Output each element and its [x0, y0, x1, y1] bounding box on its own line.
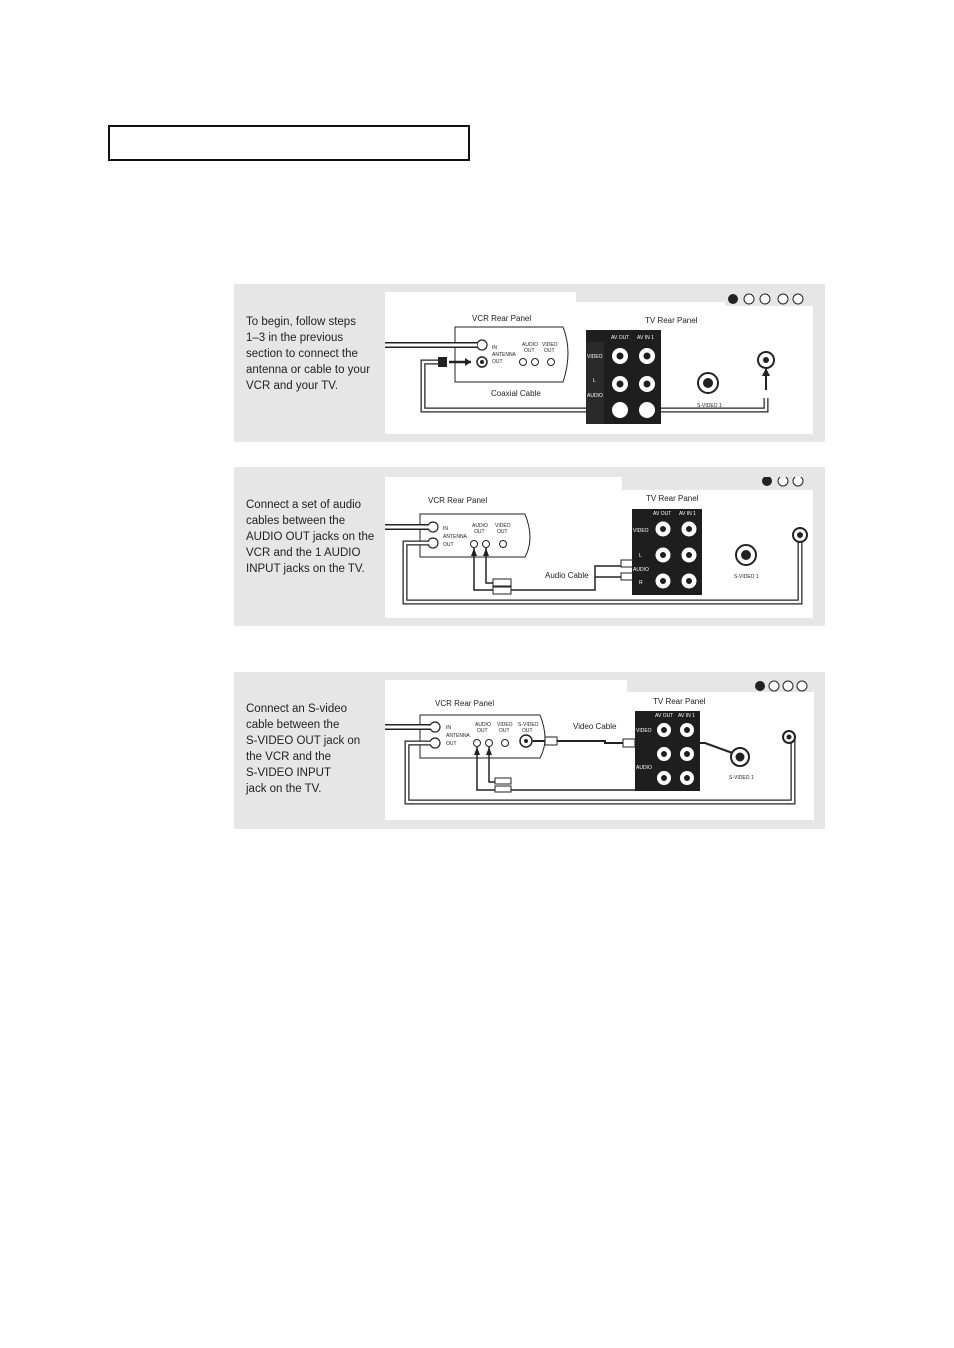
step-indicator-icons: [757, 477, 813, 489]
video-cable-label: Video Cable: [573, 722, 617, 731]
step-3-text: [246, 701, 360, 797]
step-2-line-1: Connect a set of audio: [246, 499, 362, 511]
step-indicator-icons: [751, 680, 814, 692]
tv-av-in-label: AV IN 1: [637, 335, 654, 341]
tv-svideo-label: S-VIDEO 1: [734, 574, 759, 580]
vcr-out-label: OUT: [443, 542, 454, 548]
tv-video-label: VIDEO: [636, 728, 652, 734]
vcr-video-label: VIDEO: [495, 523, 511, 529]
vcr-video-out-label: OUT: [544, 348, 555, 354]
step-2-diagram: [385, 477, 813, 618]
vcr-audio-out-label: OUT: [474, 529, 485, 535]
tv-l-label: L: [593, 378, 596, 384]
vcr-video-jack: [500, 541, 507, 548]
step-3-line-6: jack on the TV.: [246, 783, 322, 795]
tv-video-label: VIDEO: [633, 528, 649, 534]
vcr-in-label: IN: [492, 345, 497, 351]
vcr-panel-label: VCR Rear Panel: [472, 314, 532, 323]
tv-audio-label: AUDIO: [633, 567, 649, 573]
tv-av-out-label: AV OUT: [611, 335, 630, 341]
tv-panel-label: TV Rear Panel: [653, 697, 706, 706]
audio-cable-label: Audio Cable: [545, 571, 589, 580]
vcr-audio-r-jack: [532, 359, 539, 366]
coaxial-cable-label: Coaxial Cable: [491, 389, 541, 398]
vcr-svideo-label: S-VIDEO: [518, 722, 539, 728]
vcr-audio-out-label: OUT: [524, 348, 535, 354]
vcr-in-label: IN: [443, 526, 448, 532]
tv-audio-label: AUDIO: [587, 393, 603, 399]
step-3-line-1: Connect an S-video: [246, 703, 348, 715]
tv-av-in-label: AV IN 1: [679, 511, 696, 517]
step-3-line-2: cable between the: [246, 719, 340, 731]
vcr-out-label: OUT: [446, 741, 457, 747]
step-1-line-1: To begin, follow steps: [246, 316, 356, 328]
step-1-line-3: section to connect the: [246, 348, 358, 360]
vcr-audio-out-label: OUT: [477, 728, 488, 734]
vcr-video-label: VIDEO: [542, 342, 558, 348]
vcr-panel-label: VCR Rear Panel: [428, 496, 488, 505]
vcr-video-out-label: OUT: [497, 529, 508, 535]
vcr-panel-label: VCR Rear Panel: [435, 699, 495, 708]
step-3-line-5: S-VIDEO INPUT: [246, 767, 331, 779]
step-3-line-4: the VCR and the: [246, 751, 332, 763]
vcr-antenna-label: ANTENNA: [492, 352, 516, 358]
step-2-text: [246, 497, 374, 577]
step-1-diagram: [385, 292, 813, 434]
section-title-box: [108, 125, 470, 161]
vcr-antenna-in-jack: [477, 340, 487, 350]
tv-av-in-label: AV IN 1: [678, 713, 695, 719]
tv-svideo-label: S-VIDEO 1: [697, 403, 722, 409]
step-3-line-3: S-VIDEO OUT jack on: [246, 735, 361, 747]
vcr-video-label: VIDEO: [497, 722, 513, 728]
step-3-diagram: [385, 680, 814, 820]
tv-video-label: VIDEO: [587, 354, 603, 360]
tv-audio-label: AUDIO: [636, 765, 652, 771]
vcr-video-jack: [548, 359, 555, 366]
vcr-audio-label: AUDIO: [522, 342, 538, 348]
step-1-line-5: VCR and your TV.: [246, 380, 339, 392]
step-indicator-icons: [725, 292, 813, 306]
step-2-line-3: AUDIO OUT jacks on the: [246, 531, 375, 543]
tv-svideo-label: S-VIDEO 1: [729, 775, 754, 781]
tv-panel-label: TV Rear Panel: [646, 494, 699, 503]
tv-panel-label: TV Rear Panel: [645, 316, 698, 325]
tv-r-label: R: [639, 580, 643, 586]
tv-av-out-label: AV OUT: [653, 511, 672, 517]
tv-l-label: L: [639, 553, 642, 559]
vcr-audio-l-jack: [471, 541, 478, 548]
step-1-text: [246, 314, 370, 394]
vcr-video-out-label: OUT: [499, 728, 510, 734]
vcr-audio-label: AUDIO: [472, 523, 488, 529]
step-2-line-5: INPUT jacks on the TV.: [246, 563, 365, 575]
step-2-line-2: cables between the: [246, 515, 346, 527]
vcr-in-label: IN: [446, 725, 451, 731]
tv-av-out-label: AV OUT: [655, 713, 674, 719]
vcr-audio-label: AUDIO: [475, 722, 491, 728]
vcr-antenna-label: ANTENNA: [443, 534, 467, 540]
step-1-line-4: antenna or cable to your: [246, 364, 371, 376]
vcr-audio-r-jack: [483, 541, 490, 548]
vcr-audio-l-jack: [520, 359, 527, 366]
vcr-antenna-label: ANTENNA: [446, 733, 470, 739]
step-2-line-4: VCR and the 1 AUDIO: [246, 547, 361, 559]
vcr-out-label: OUT: [492, 359, 503, 365]
step-1-line-2: 1–3 in the previous: [246, 332, 344, 344]
vcr-svideo-out-label: OUT: [522, 728, 533, 734]
